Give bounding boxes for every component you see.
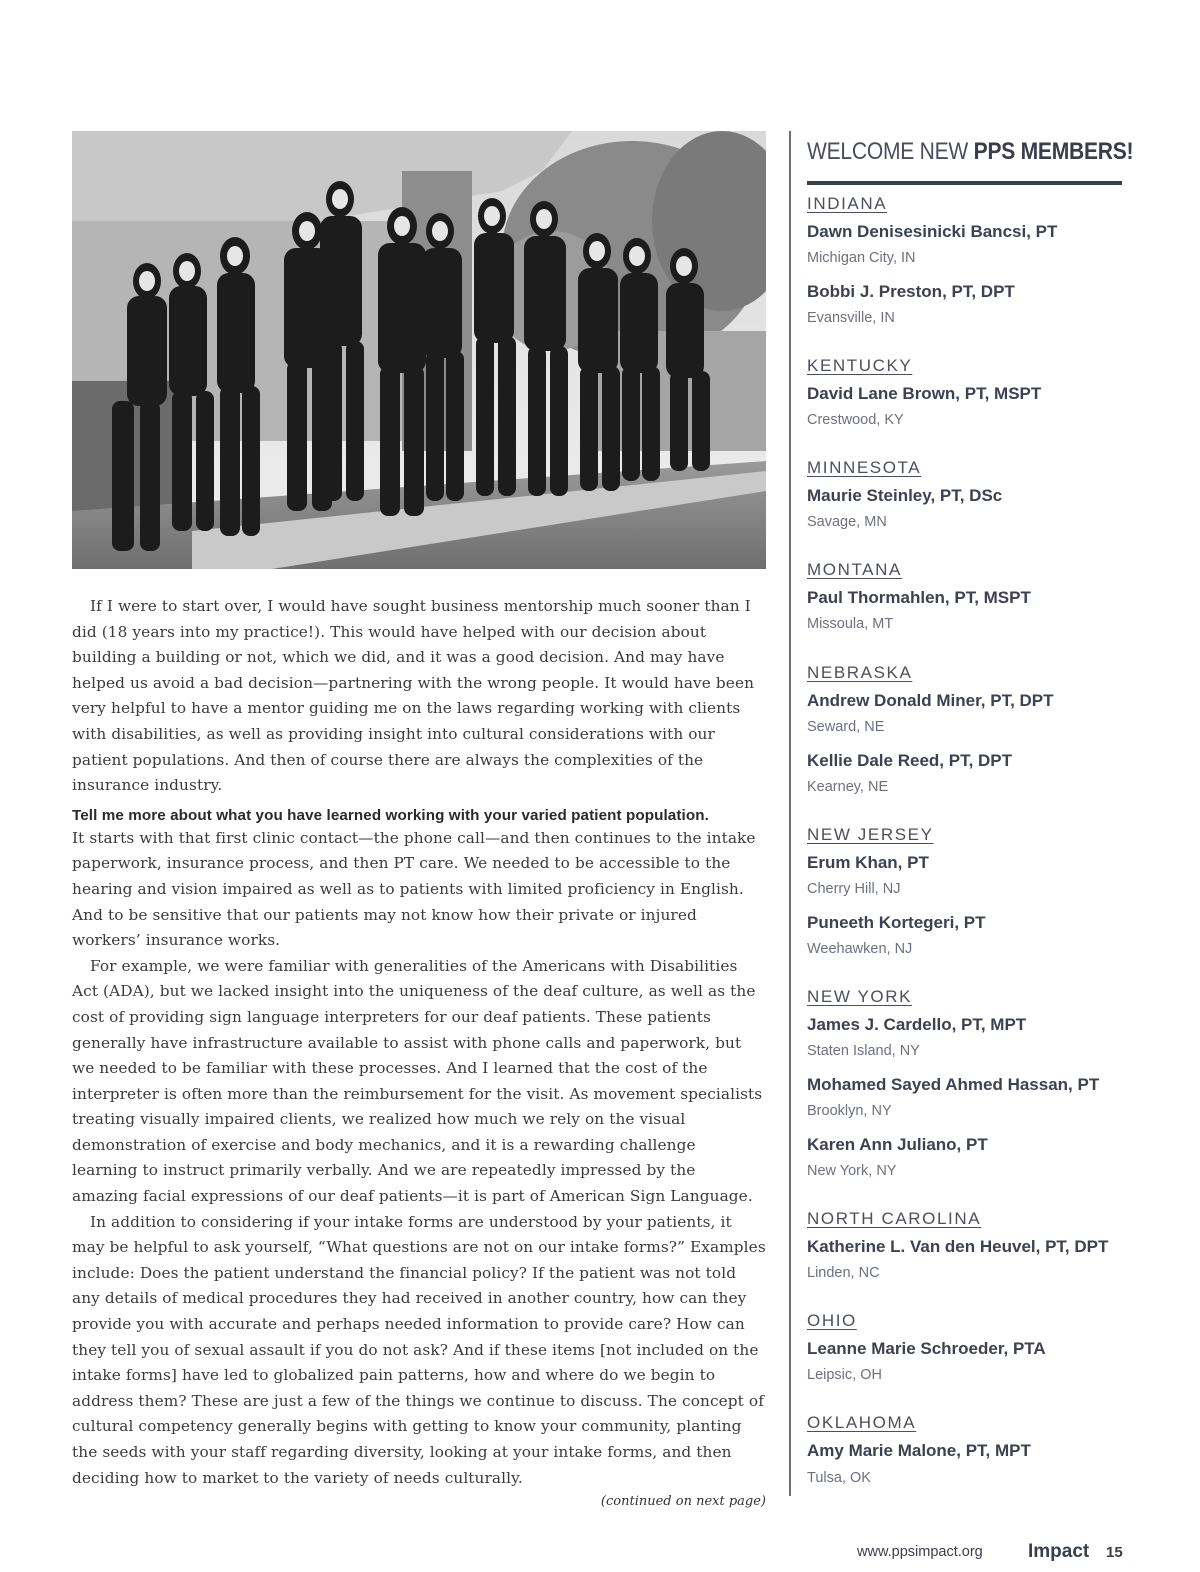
member-name: James J. Cardello, PT, MPT — [807, 1015, 1027, 1034]
member-city: Linden, NC — [807, 1265, 880, 1281]
member-city: New York, NY — [807, 1163, 897, 1179]
member-name: Katherine L. Van den Heuvel, PT, DPT — [807, 1237, 1109, 1256]
member-name: Puneeth Kortegeri, PT — [807, 913, 986, 932]
member-city: Michigan City, IN — [807, 250, 916, 266]
state-heading: OHIO — [807, 1311, 857, 1330]
article-body — [72, 594, 766, 1491]
magazine-brand: Impact — [1028, 1541, 1090, 1562]
member-city: Cherry Hill, NJ — [807, 881, 901, 897]
state-heading: OKLAHOMA — [807, 1413, 917, 1432]
state-heading: INDIANA — [807, 194, 888, 213]
sidebar-title: WELCOME NEW PPS MEMBERS! — [807, 138, 1134, 165]
member-city: Weehawken, NJ — [807, 941, 913, 957]
member-city: Evansville, IN — [807, 310, 895, 326]
member-city: Staten Island, NY — [807, 1043, 920, 1059]
member-city: Crestwood, KY — [807, 412, 904, 428]
staff-group-photo — [72, 131, 766, 569]
member-name: Erum Khan, PT — [807, 853, 929, 872]
member-name: Andrew Donald Miner, PT, DPT — [807, 691, 1054, 710]
interview-question: Tell me more about what you have learned working with your varied patient population. — [72, 806, 709, 824]
member-name: Amy Marie Malone, PT, MPT — [807, 1441, 1031, 1460]
member-name: Paul Thormahlen, PT, MSPT — [807, 588, 1031, 607]
article-paragraph: If I were to start over, I would have sought business mentorship much sooner than I did (18 years into my practice!). This would have helped with our decision about building a building or not, which we did, and it was a good decision. And may have helped us avoid a bad decision—partnering with the wrong people. It would have been very helpful to have a mentor guiding me on the laws regarding working with clients with disabilities, as well as providing insight into cultural considerations with our patient populations. And then of course there are always the complexities of the insurance industry. — [72, 597, 755, 795]
member-city: Seward, NE — [807, 719, 885, 735]
state-heading: NORTH CAROLINA — [807, 1209, 982, 1228]
member-name: Leanne Marie Schroeder, PTA — [807, 1339, 1046, 1358]
member-city: Leipsic, OH — [807, 1367, 882, 1383]
member-city: Savage, MN — [807, 514, 887, 530]
article-paragraph: It starts with that first clinic contact—the phone call—and then continues to the intake paperwork, insurance process, and then PT care. We needed to be accessible to the hearing and vision impaired as well as to patients with limited proficiency in English. And to be sensitive that our patients may not know how their private or injured workers’ insurance works. — [72, 828, 756, 950]
member-city: Missoula, MT — [807, 616, 894, 632]
column-divider — [789, 131, 791, 1496]
footer-url[interactable]: www.ppsimpact.org — [857, 1544, 983, 1560]
article-paragraph: In addition to considering if your intake forms are understood by your patients, it may be helpful to ask yourself, “What questions are not on our intake forms?” Examples include: Does the patient understand the financial policy? If the patient was not told any details of medical procedures they had received in another country, how can they provide you with accurate and perhaps needed information to provide care? How can they tell you of sexual assault if you do not ask? And if these items [not included on the intake forms] have led to globalized pain patterns, how and where do we begin to address them? These are just a few of the things we continue to discuss. The concept of cultural competency generally begins with getting to know your community, planting the seeds with your staff regarding diversity, looking at your intake forms, and then deciding how to market to the variety of needs culturally. — [72, 1212, 766, 1487]
member-city: Brooklyn, NY — [807, 1103, 892, 1119]
member-name: Kellie Dale Reed, PT, DPT — [807, 751, 1013, 770]
member-name: Mohamed Sayed Ahmed Hassan, PT — [807, 1075, 1100, 1094]
state-heading: NEW YORK — [807, 987, 913, 1006]
article-paragraph: For example, we were familiar with generalities of the Americans with Disabilities Act (ADA), but we lacked insight into the uniqueness of the deaf culture, as well as the cost of providing sign language interpreters for our deaf patients. These patients generally have infrastructure available to assist with phone calls and paperwork, but we needed to be familiar with these processes. And I learned that the cost of the interpreter is often more than the reimbursement for the visit. As movement specialists treating visually impaired clients, we realized how much we rely on the visual demonstration of exercise and body mechanics, and it is a rewarding challenge learning to instruct primarily verbally. And we are repeatedly impressed by the amazing facial expressions of our deaf patients—it is part of American Sign Language. — [72, 956, 763, 1206]
member-name: Bobbi J. Preston, PT, DPT — [807, 282, 1015, 301]
member-name: Dawn Denisesinicki Bancsi, PT — [807, 222, 1058, 241]
member-city: Tulsa, OK — [807, 1470, 871, 1486]
state-heading: NEW JERSEY — [807, 825, 934, 844]
title-rule — [807, 181, 1122, 185]
state-heading: NEBRASKA — [807, 663, 913, 682]
state-heading: MINNESOTA — [807, 458, 922, 477]
page-number: 15 — [1106, 1544, 1123, 1561]
member-city: Kearney, NE — [807, 779, 889, 795]
member-name: Karen Ann Juliano, PT — [807, 1135, 988, 1154]
new-members-sidebar — [807, 138, 1134, 170]
continued-note: (continued on next page) — [600, 1494, 766, 1509]
member-name: David Lane Brown, PT, MSPT — [807, 384, 1042, 403]
state-heading: MONTANA — [807, 560, 902, 579]
state-heading: KENTUCKY — [807, 356, 913, 375]
member-name: Maurie Steinley, PT, DSc — [807, 486, 1003, 505]
